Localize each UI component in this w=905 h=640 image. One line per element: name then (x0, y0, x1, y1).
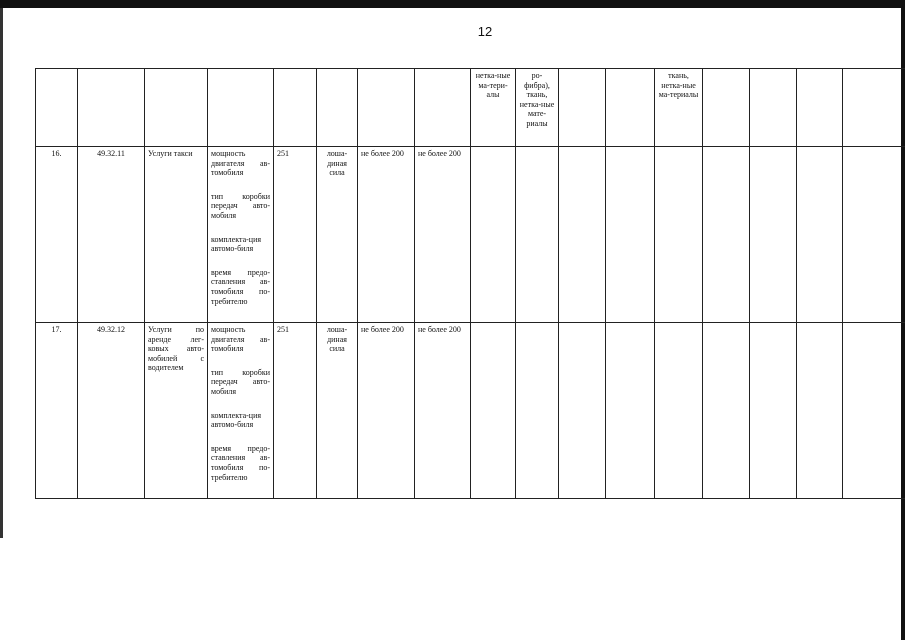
value-a: не более 200 (358, 147, 415, 323)
characteristic: тип коробки передач авто-мобиля (211, 367, 270, 396)
scan-border-left (0, 8, 3, 538)
row-number: 16. (36, 147, 78, 323)
scan-border-top (0, 0, 905, 8)
okpd-code: 49.32.12 (78, 323, 145, 499)
characteristic: время предо-ставления ав-томобиля по-требителю (211, 267, 270, 306)
table-row (36, 147, 905, 323)
characteristics-cell (208, 147, 274, 323)
characteristic: комплекта-ция автомо-биля (211, 234, 262, 254)
service-name: Услуги такси (145, 147, 208, 323)
service-name: Услуги по аренде лег-ковых авто-мобилей с водителем (145, 323, 208, 499)
unit-name: лоша-диная сила (317, 323, 358, 499)
requirements-table (35, 68, 905, 499)
value-a: не более 200 (358, 323, 415, 499)
unit-name: лоша-диная сила (317, 147, 358, 323)
characteristics-cell (208, 323, 274, 499)
characteristic: время предо-ставления ав-томобиля по-требителю (211, 443, 270, 482)
okei-code: 251 (274, 323, 317, 499)
cell-material-c: ткань, нетка-ные ма-териалы (655, 69, 703, 147)
characteristic: тип коробки передач авто-мобиля (211, 191, 270, 220)
cell-material-a: нетка-ные ма-тери-алы (471, 69, 516, 147)
value-b: не более 200 (415, 147, 471, 323)
okpd-code: 49.32.11 (78, 147, 145, 323)
table-row (36, 69, 905, 147)
characteristic: комплекта-ция автомо-биля (211, 410, 262, 430)
table-row (36, 323, 905, 499)
value-b: не более 200 (415, 323, 471, 499)
characteristic: мощность двигателя ав-томобиля (211, 149, 270, 178)
cell-material-b: ро-фибра), ткань, нетка-ные мате-риалы (516, 69, 559, 147)
okei-code: 251 (274, 147, 317, 323)
row-number: 17. (36, 323, 78, 499)
characteristic: мощность двигателя ав-томобиля (211, 325, 270, 354)
page-number: 12 (477, 24, 493, 39)
